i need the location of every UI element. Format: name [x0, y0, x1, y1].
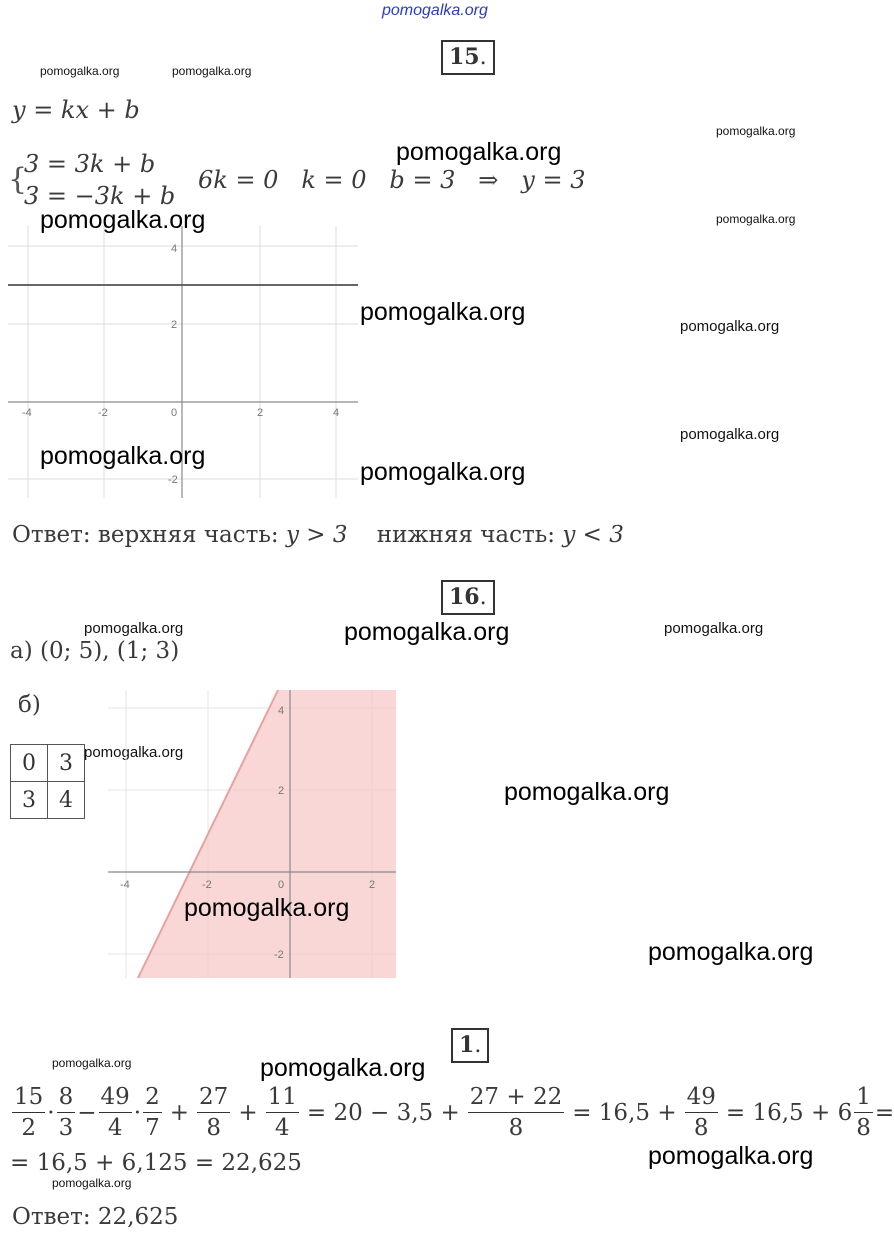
values-table	[10, 744, 85, 819]
table-cell: 0	[11, 745, 48, 782]
task-15-number: 15.	[441, 40, 495, 75]
watermark: pomogalka.org	[680, 426, 780, 443]
watermark: pomogalka.org	[40, 442, 206, 470]
solution-line: 6k = 0 k = 0 b = 3 ⇒ y = 3	[198, 166, 586, 194]
watermark: pomogalka.org	[260, 1054, 426, 1082]
watermark: pomogalka.org	[40, 206, 206, 234]
watermark: pomogalka.org	[504, 778, 670, 806]
y-tick-label: 4	[171, 243, 178, 255]
task-1-expression: $\frac{15}{2}$ · $\frac{8}{3}$ − $\frac{49}{4}$ · $\frac{2}{7}$ + $\frac{27}{8}$ + $\frac{11}{4}$ = 20 − 3,5 + $\frac{27 + 22}{8}$ = 16,5 + $\frac{49}{8}$ = 16,5 + 6 $\frac{1}{8}$ =	[14, 1084, 894, 1141]
watermark: pomogalka.org	[84, 620, 184, 637]
x-tick-label: 4	[333, 407, 340, 419]
task-1-line-2: = 16,5 + 6,125 = 22,625	[10, 1150, 302, 1176]
watermark: pomogalka.org	[396, 138, 562, 166]
system-line-2: 3 = −3k + b	[24, 182, 176, 210]
system-line-1: 3 = 3k + b	[24, 150, 156, 178]
watermark: pomogalka.org	[184, 894, 350, 922]
x-tick-label: -2	[202, 879, 212, 891]
task-1-answer: Ответ: 22,625	[12, 1204, 179, 1230]
task-16-number: 16.	[441, 580, 495, 615]
graph-task-16	[108, 690, 396, 978]
y-tick-label: -2	[274, 949, 284, 961]
x-tick-label: 0	[171, 407, 178, 419]
x-tick-label: -4	[22, 407, 32, 419]
y-tick-label: 2	[278, 785, 285, 797]
watermark: pomogalka.org	[172, 64, 252, 78]
watermark: pomogalka.org	[360, 298, 526, 326]
table-cell: 3	[11, 782, 48, 819]
x-tick-label: 2	[369, 879, 376, 891]
table-cell: 4	[48, 782, 85, 819]
y-tick-label: -2	[168, 474, 178, 486]
watermark: pomogalka.org	[84, 744, 184, 761]
x-tick-label: -2	[98, 407, 108, 419]
shaded-region	[138, 690, 396, 978]
x-tick-label: -4	[120, 879, 130, 891]
equation-general: y = kx + b	[12, 96, 140, 124]
watermark: pomogalka.org	[40, 64, 120, 78]
table-cell: 3	[48, 745, 85, 782]
watermark: pomogalka.org	[648, 938, 814, 966]
task-16-part-a: а) (0; 5), (1; 3)	[10, 638, 180, 664]
y-tick-label: 4	[278, 705, 285, 717]
y-tick-label: 2	[171, 319, 178, 331]
watermark: pomogalka.org	[716, 124, 796, 138]
x-tick-label: 0	[278, 879, 285, 891]
watermark: pomogalka.org	[360, 458, 526, 486]
task-16-part-b-label: б)	[18, 692, 41, 718]
watermark: pomogalka.org	[664, 620, 764, 637]
x-tick-label: 2	[257, 407, 264, 419]
watermark: pomogalka.org	[52, 1056, 132, 1070]
watermark: pomogalka.org	[680, 318, 780, 335]
watermark: pomogalka.org	[716, 212, 796, 226]
system-brace: {	[8, 162, 28, 197]
watermark: pomogalka.org	[344, 618, 510, 646]
task-15-answer: Ответ: верхняя часть: y > 3 нижняя часть: y < 3	[12, 522, 624, 548]
watermark: pomogalka.org	[52, 1176, 132, 1190]
task-1-number: 1.	[451, 1028, 489, 1063]
watermark: pomogalka.org	[648, 1142, 814, 1170]
top-watermark: pomogalka.org	[382, 2, 488, 19]
